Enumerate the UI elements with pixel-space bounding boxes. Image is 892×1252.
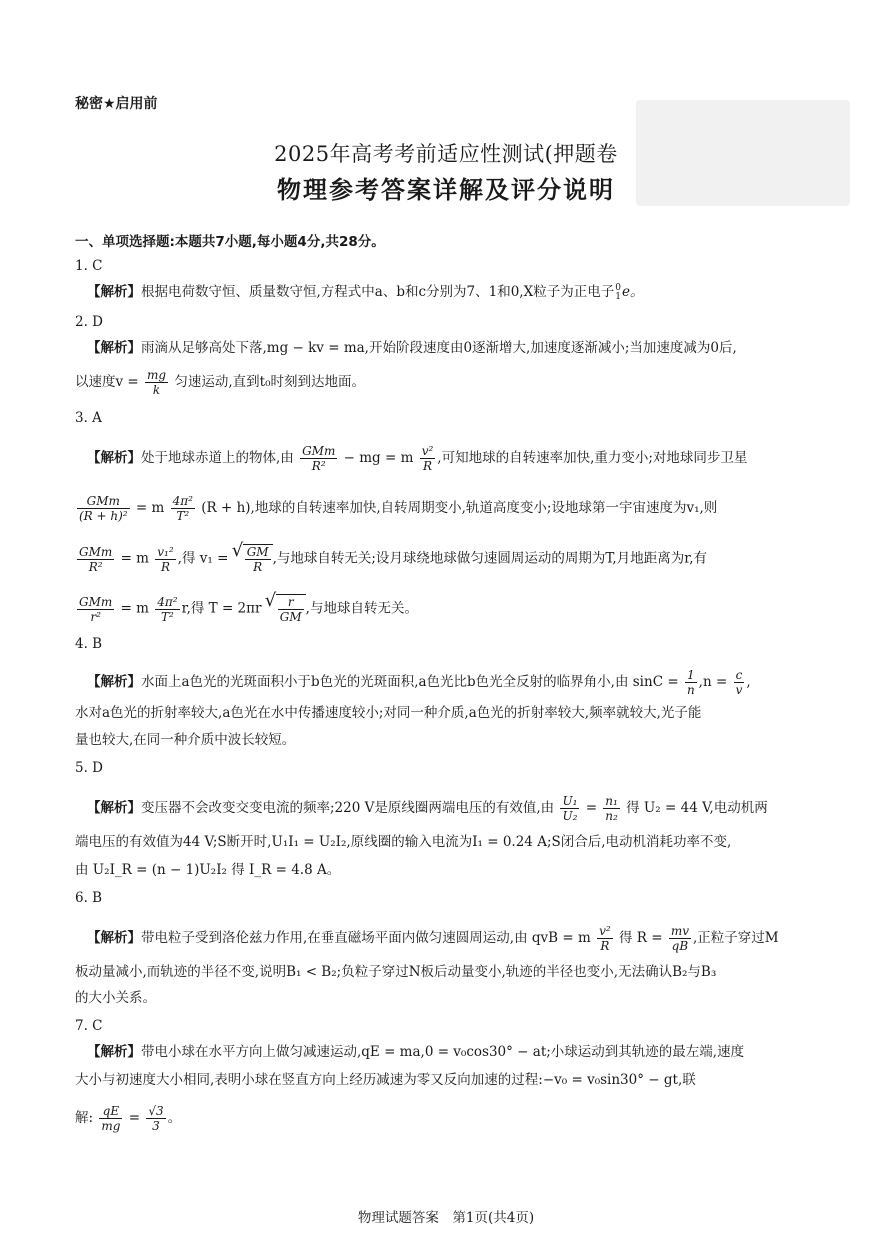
question-6-analysis-cont: 板动量减小,而轨迹的半径不变,说明B₁ < B₂;负粒子穿过N板后动量变小,轨迹的半径也变小,无法确认B₂与B₃ <box>75 964 717 980</box>
analysis-text: 匀速运动,直到t₀时刻到达地面。 <box>174 374 366 390</box>
formula-fraction: $\frac{\text{4π²}}{\text{T²}}$ <box>157 594 178 624</box>
positron-subscript: 1 <box>615 291 621 302</box>
exam-title: 2025年高考考前适应性测试(押题卷 <box>274 142 618 166</box>
analysis-text: = <box>585 800 597 816</box>
analysis-text: − mg = m <box>343 450 414 466</box>
formula-fraction: $\frac{\text{U₁}}{\text{U₂}}$ <box>562 794 578 823</box>
analysis-tag: 【解析】 <box>87 450 141 466</box>
question-5-analysis <box>87 794 820 823</box>
analysis-text: 带电小球在水平方向上做匀减速运动,qE = ma,0 = v₀cos30° − at;小球运动到其轨迹的最左端,速度 <box>141 1044 745 1060</box>
page-footer: 物理试题答案 第1页(共4页) <box>357 1210 535 1226</box>
formula-fraction: $\frac{1}{n}$ <box>686 668 695 697</box>
question-3-analysis-cont <box>75 494 820 523</box>
formula-fraction: $\frac{\text{GMm}}{\text{R²}}$ <box>302 444 336 473</box>
analysis-tag: 【解析】 <box>87 930 141 946</box>
question-2-answer: 2. D <box>75 314 103 330</box>
formula-fraction: $\frac{\text{GMm}}{\text{r²}}$ <box>79 594 113 624</box>
question-3-analysis-cont <box>75 594 820 624</box>
question-7-analysis <box>87 1042 820 1062</box>
question-5-answer: 5. D <box>75 760 103 776</box>
analysis-text: ,与地球自转无关。 <box>305 600 418 617</box>
question-4-answer: 4. B <box>75 636 103 652</box>
question-7-analysis-cont <box>75 1104 820 1133</box>
question-3-answer: 3. A <box>75 410 102 426</box>
formula-fraction: $\frac{\text{v₁²}}{R}$ <box>157 544 174 574</box>
question-3-analysis-cont <box>75 544 820 574</box>
formula-fraction: $\frac{\text{4π²}}{\text{T²}}$ <box>172 494 193 523</box>
formula-fraction: $\frac{c}{v}$ <box>735 668 743 697</box>
analysis-text: 根据电荷数守恒、质量数守恒,方程式中a、b和c分别为7、1和0,X粒子为正电子 <box>141 284 615 300</box>
analysis-text: ,与地球自转无关;设月球绕地球做匀速圆周运动的周期为T,月地距离为r,有 <box>272 550 707 567</box>
question-6-answer: 6. B <box>75 890 103 906</box>
positron-superscript: 0 <box>615 282 621 293</box>
analysis-text: 变压器不会改变交变电流的频率;220 V是原线圈两端电压的有效值,由 <box>141 800 555 816</box>
analysis-tag: 【解析】 <box>87 674 141 690</box>
analysis-text: 得 R = <box>618 930 663 946</box>
formula-fraction: $\frac{qE}{mg}$ <box>101 1104 121 1133</box>
question-7-answer: 7. C <box>75 1018 103 1034</box>
analysis-text: (R + h),地球的自转速率加快,自转周期变小,轨道高度变小;设地球第一宇宙速度为v₁,则 <box>201 500 718 516</box>
question-2-analysis-cont <box>75 368 820 397</box>
question-5-analysis-cont: 端电压的有效值为44 V;S断开时,U₁I₁ = U₂I₂,原线圈的输入电流为I₁ = 0.24 A;S闭合后,电动机消耗功率不变, <box>75 834 732 850</box>
analysis-text: = m <box>135 500 165 516</box>
analysis-text: 解: <box>75 1110 94 1126</box>
question-1-answer: 1. C <box>75 258 103 274</box>
question-5-analysis-cont: 由 U₂I_R = (n − 1)U₂I₂ 得 I_R = 4.8 A。 <box>75 862 341 878</box>
analysis-text: e。 <box>621 284 644 300</box>
analysis-tag: 【解析】 <box>87 284 141 300</box>
formula-fraction: $\frac{\text{v²}}{R}$ <box>421 444 434 473</box>
confidential-label: 秘密★启用前 <box>75 96 158 112</box>
analysis-text: ,可知地球的自转速率加快,重力变小;对地球同步卫星 <box>437 450 748 466</box>
question-4-analysis <box>87 668 820 697</box>
formula-fraction: $\frac{\text{n₁}}{\text{n₂}}$ <box>605 794 618 823</box>
analysis-text: = m <box>120 550 149 567</box>
question-2-analysis <box>87 338 820 358</box>
analysis-text: 以速度v = <box>75 374 139 390</box>
question-6-analysis <box>87 924 820 953</box>
analysis-text: ,n = <box>698 674 728 690</box>
formula-fraction: $\frac{mv}{qB}$ <box>670 924 689 953</box>
question-4-analysis-cont: 水对a色光的折射率较大,a色光在水中传播速度较小;对同一种介质,a色光的折射率较大,频率就较大,光子能 <box>75 705 702 721</box>
analysis-text: , <box>746 674 751 690</box>
question-4-analysis-cont: 量也较大,在同一种介质中波长较短。 <box>75 732 296 748</box>
question-3-analysis <box>87 444 820 473</box>
analysis-tag: 【解析】 <box>87 800 141 816</box>
analysis-text: 雨滴从足够高处下落,mg − kv = ma,开始阶段速度由0逐渐增大,加速度逐渐减小;当加速度减为0后, <box>141 340 737 356</box>
analysis-tag: 【解析】 <box>87 340 141 356</box>
analysis-text: 带电粒子受到洛伦兹力作用,在垂直磁场平面内做匀速圆周运动,由 qvB = m <box>141 930 591 946</box>
formula-fraction: $\frac{\text{GMm}}{\text{R²}}$ <box>79 544 113 574</box>
analysis-text: ,得 v₁ = <box>177 550 229 567</box>
analysis-text: = m <box>120 600 149 617</box>
formula-fraction: $\frac{\text{GMm}}{\text{(R + h)²}}$ <box>79 494 128 523</box>
analysis-text: 得 U₂ = 44 V,电动机两 <box>626 800 768 816</box>
analysis-text: r,得 T = 2πr <box>181 600 262 617</box>
analysis-tag: 【解析】 <box>87 1044 141 1060</box>
formula-fraction: $\frac{\text{v²}}{R}$ <box>599 924 611 953</box>
analysis-text: 处于地球赤道上的物体,由 <box>141 450 294 466</box>
analysis-text: = <box>128 1110 141 1126</box>
question-6-analysis-cont: 的大小关系。 <box>75 990 156 1006</box>
question-1-analysis <box>87 282 820 302</box>
formula-sqrt: √ $\frac{GM}{R}$ <box>243 544 273 574</box>
question-7-analysis-cont: 大小与初速度大小相同,表明小球在竖直方向上经历减速为零又反向加速的过程:−v₀ = v₀sin30° − gt,联 <box>75 1072 696 1088</box>
formula-sqrt: √ $\frac{r}{GM}$ <box>276 594 306 624</box>
section-heading: 一、单项选择题:本题共7小题,每小题4分,共28分。 <box>75 234 385 250</box>
analysis-text: ,正粒子穿过M <box>692 930 779 946</box>
formula-fraction: $\frac{√3}{3}$ <box>148 1104 164 1133</box>
formula-fraction: $\frac{mg}{k}$ <box>147 368 167 397</box>
document-title: 物理参考答案详解及评分说明 <box>277 176 615 204</box>
analysis-text: 。 <box>167 1110 182 1126</box>
analysis-text: 水面上a色光的光斑面积小于b色光的光斑面积,a色光比b色光全反射的临界角小,由 sinC = <box>141 674 679 690</box>
